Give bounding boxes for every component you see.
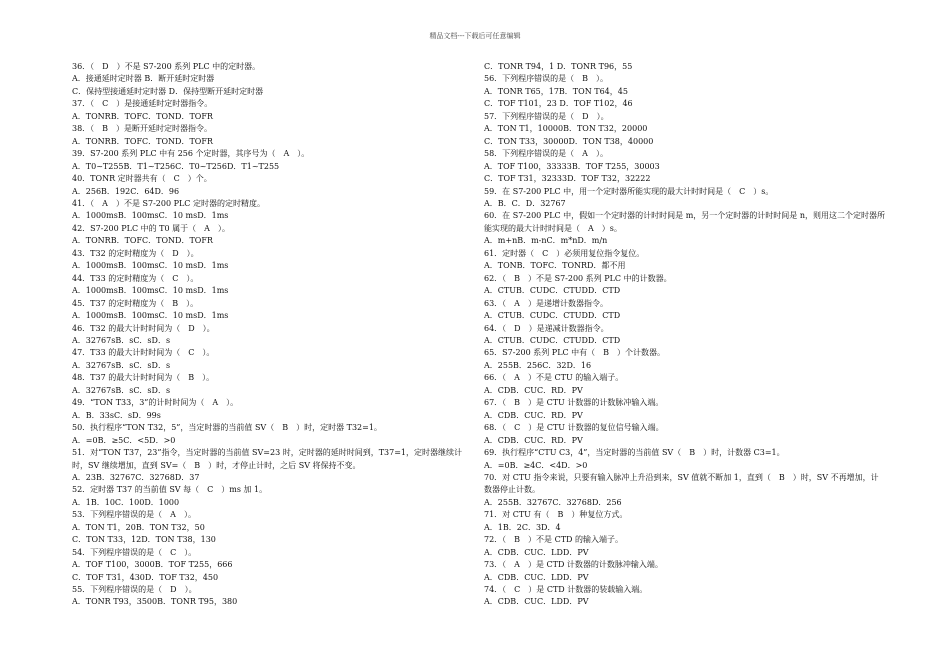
option-line: C．TON T33，30000D．TON T38，40000: [484, 136, 654, 146]
option-line: A．32767sB．sC．sD．s: [72, 360, 171, 370]
left-column: [72, 61, 492, 609]
question-line: 54．下列程序错误的是（ C ）。: [72, 547, 197, 557]
option-line: A．T0~T255B．T1~T256C．T0~T256D．T1~T255: [72, 161, 280, 171]
question-line: 47．T33 的最大计时时间为（ C ）。: [72, 348, 215, 358]
question-line: 62．（ B ）不是 S7-200 系列 PLC 中的计数器。: [484, 273, 672, 283]
option-line: A．接通延时定时器 B．断开延时定时器: [72, 74, 215, 84]
option-line: A．CTUB．CUDC．CTUDD．CTD: [484, 335, 621, 345]
option-line: C．TOF T31，430D．TOF T32，450: [72, 572, 219, 582]
question-line: 68．（ C ）是 CTU 计数器的复位信号输入端。: [484, 423, 664, 433]
question-line: 61．定时器（ C ）必须用复位指令复位。: [484, 248, 645, 258]
question-line: 53．下列程序错误的是（ A ）。: [72, 510, 196, 520]
option-line: A．=0B．≥4C．<4D．>0: [484, 460, 588, 470]
question-line: 48．T37 的最大计时时间为（ B ）。: [72, 373, 215, 383]
option-line: A．m+nB．m-nC．m*nD．m/n: [484, 236, 608, 246]
option-line: C．TONR T94，1 D．TONR T96，55: [484, 62, 633, 71]
option-line: A．TONB．TOFC．TONRD．都不用: [484, 261, 626, 271]
question-line: 65．S7-200 系列 PLC 中有（ B ）个计数器。: [484, 348, 666, 358]
question-line: 66．（ A ）不是 CTU 的输入端子。: [484, 373, 624, 383]
question-line: 67．（ B ）是 CTU 计数器的计数脉冲输入端。: [484, 398, 664, 408]
question-line: 74．（ C ）是 CTD 计数器的装载输入端。: [484, 585, 648, 595]
question-line: 45．T37 的定时精度为（ B ）。: [72, 298, 199, 308]
option-line: A．1000msB．100msC．10 msD．1ms: [72, 286, 229, 296]
option-line: C．TOF T31，32333D．TOF T32，32222: [484, 174, 651, 184]
option-line: A．TONRB．TOFC．TOND．TOFR: [72, 136, 213, 146]
option-line: A．1000msB．100msC．10 msD．1ms: [72, 311, 229, 321]
option-line: A．TON T1，10000B．TON T32，20000: [484, 124, 648, 134]
question-line: 46．T32 的最大计时时间为（ D ）。: [72, 323, 215, 333]
question-line: 49．“TON T33，3”的计时时间为（ A ）。: [72, 398, 239, 408]
option-line: C．保持型接通延时定时器 D．保持型断开延时定时器: [72, 86, 264, 96]
option-line: A．1000msB．100msC．10 msD．1ms: [72, 211, 229, 221]
question-line: 73．（ A ）是 CTD 计数器的计数脉冲输入端。: [484, 560, 663, 570]
option-line: A．32767sB．sC．sD．s: [72, 385, 171, 395]
question-line: 70．对 CTU 指令来说，只要有输入脉冲上升沿到来，SV 值就不断加 1，直到（ B ）时，SV 不再增加，计数器停止计数。: [484, 472, 879, 495]
option-line: A．TONRB．TOFC．TOND．TOFR: [72, 236, 213, 246]
option-line: A．1B．10C．100D．1000: [72, 497, 180, 507]
question-line: 71．对 CTU 有（ B ）种复位方式。: [484, 510, 628, 520]
question-line: 58．下列程序错误的是（ A ）。: [484, 149, 608, 159]
option-line: A．TONRB．TOFC．TOND．TOFR: [72, 111, 213, 121]
question-line: 72．（ B ）不是 CTD 的输入端子。: [484, 535, 624, 545]
option-line: A．TOF T100，3000B．TOF T255，666: [72, 560, 233, 570]
option-line: A．CTUB．CUDC．CTUDD．CTD: [484, 311, 621, 321]
question-line: 69．执行程序“CTU C3，4”，当定时器的当前值 SV（ B ）时，计数器 C3=1。: [484, 448, 785, 458]
question-line: 44．T33 的定时精度为（ C ）。: [72, 273, 199, 283]
option-line: A．CDB．CUC．LDD．PV: [484, 572, 589, 582]
question-line: 42．S7-200 PLC 中的 T0 属于（ A ）。: [72, 223, 230, 233]
option-line: C．TOF T101，23 D．TOF T102，46: [484, 99, 633, 109]
question-line: 38．（ B ）是断开延时定时器指令。: [72, 124, 213, 134]
question-line: 36．（ D ）不是 S7-200 系列 PLC 中的定时器。: [72, 62, 261, 71]
question-line: 51．对“TON T37，23”指令，当定时器的当前值 SV=23 时，定时器的延时时间到，T37=1，定时器继续计时，SV 继续增加，直到 SV=（ B ）时，才停止计时，之后 SV 将保持不变。: [72, 448, 463, 470]
question-line: 63．（ A ）是递增计数器指令。: [484, 298, 608, 308]
question-line: 37．（ C ）是接通延时定时器指令。: [72, 99, 213, 109]
option-line: A．TONR T65，17B．TON T64，45: [484, 86, 628, 96]
option-line: A．CDB．CUC．RD．PV: [484, 385, 583, 395]
option-line: A．TON T1，20B．TON T32，50: [72, 522, 205, 532]
option-line: A．255B．256C．32D．16: [484, 360, 592, 370]
option-line: A．B．33sC．sD．99s: [72, 410, 161, 420]
option-line: A．1000msB．100msC．10 msD．1ms: [72, 261, 229, 271]
question-line: 64．（ D ）是递减计数器指令。: [484, 323, 609, 333]
question-line: 52．定时器 T37 的当前值 SV 每（ C ）ms 加 1。: [72, 485, 268, 495]
option-line: A．=0B．≥5C．<5D．>0: [72, 435, 176, 445]
question-line: 43．T32 的定时精度为（ D ）。: [72, 248, 199, 258]
question-line: 59．在 S7-200 PLC 中，用一个定时器所能实现的最大计时时间是（ C ）s。: [484, 186, 774, 196]
option-line: A．CTUB．CUDC．CTUDD．CTD: [484, 286, 621, 296]
option-line: A．255B．32767C．32768D．256: [484, 497, 622, 507]
question-line: 40．TONR 定时器共有（ C ）个。: [72, 174, 212, 184]
option-line: A．TOF T100，33333B．TOF T255，30003: [484, 161, 660, 171]
page-header: 精品文档---下载后可任意编辑: [429, 32, 521, 40]
option-line: A．32767sB．sC．sD．s: [72, 335, 171, 345]
question-line: 60．在 S7-200 PLC 中，假如一个定时器的计时时间是 m，另一个定时器的计时时间是 n，则用这二个定时器所能实现的最大计时时间是（ A ）s。: [484, 211, 885, 233]
question-line: 57．下列程序错误的是（ D ）。: [484, 111, 609, 121]
question-line: 55．下列程序错误的是（ D ）。: [72, 585, 197, 595]
option-line: C．TON T33，12D．TON T38，130: [72, 535, 216, 545]
option-line: A．23B．32767C．32768D．37: [72, 472, 200, 482]
option-line: A．B．C．D．32767: [484, 198, 566, 208]
question-line: 50．执行程序“TON T32，5”，当定时器的当前值 SV（ B ）时，定时器 T32=1。: [72, 423, 382, 433]
question-line: 39．S7-200 系列 PLC 中有 256 个定时器，其序号为（ A ）。: [72, 149, 310, 159]
option-line: A．CDB．CUC．RD．PV: [484, 435, 583, 445]
option-line: A．CDB．CUC．LDD．PV: [484, 547, 589, 557]
option-line: A．CDB．CUC．RD．PV: [484, 410, 583, 420]
option-line: A．1B．2C．3D．4: [484, 522, 561, 532]
option-line: A．TONR T93，3500B．TONR T95，380: [72, 597, 238, 607]
option-line: A．CDB．CUC．LDD．PV: [484, 597, 589, 607]
right-column: [484, 61, 904, 609]
option-line: A．256B．192C．64D．96: [72, 186, 180, 196]
question-line: 56．下列程序错误的是（ B ）。: [484, 74, 609, 84]
question-line: 41．（ A ）不是 S7-200 PLC 定时器的定时精度。: [72, 198, 265, 208]
